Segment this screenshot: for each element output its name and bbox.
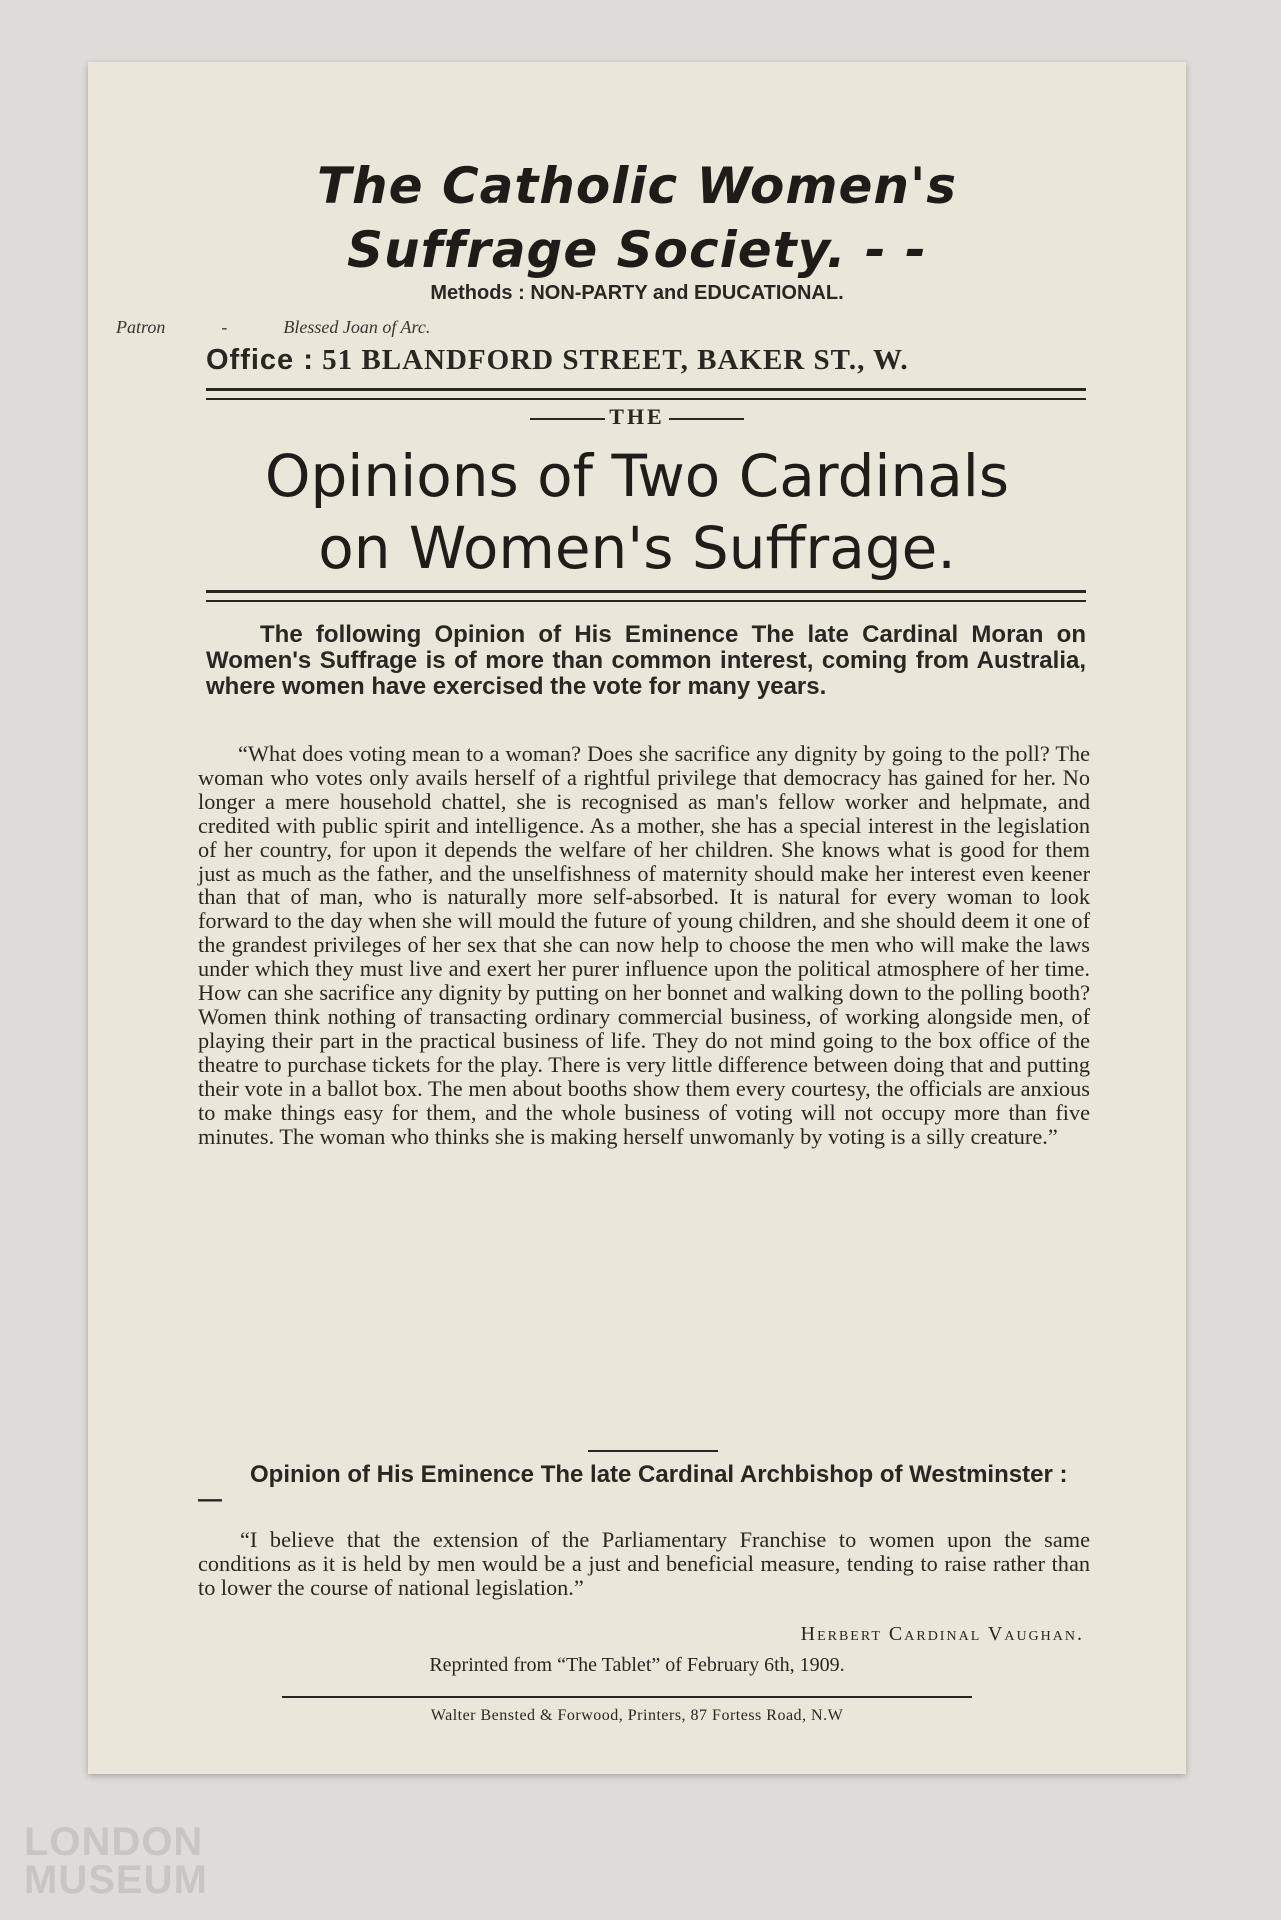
society-title-line1: The Catholic Women's [316, 157, 958, 215]
reprint-note: Reprinted from “The Tablet” of February 6th, 1909. [429, 1654, 845, 1676]
office-label: Office : [206, 344, 314, 376]
intro-paragraph: The following Opinion of His Eminence The late Cardinal Moran on Women's Suffrage is of more than common interest, coming from Australia, where women have exercised the vote for many years. [206, 621, 1086, 700]
the-label: THE [609, 404, 665, 429]
vaughan-opinion-heading: Opinion of His Eminence The late Cardinal Archbishop of Westminster :— [198, 1461, 1068, 1513]
watermark-line2: MUSEUM [24, 1858, 208, 1902]
patron-separator: - [221, 317, 228, 337]
the-label-line [88, 404, 1186, 430]
header-divider [206, 388, 1086, 400]
moran-quote: “What does voting mean to a woman? Does she sacrifice any dignity by going to the poll? The woman who votes only avails herself of a rightful privilege that democracy has gained for her. No longer a mere household chattel, she is recognised as man's fellow worker and helpmate, and credited with public spirit and intelligence. As a mother, she has a special interest in the legislation of her country, for upon it depends the welfare of her children. She knows what is good for them just as much as the father, and the unselfishness of maternity should make her interest even keener than that of man, who is naturally more self-absorbed. It is natural for every woman to look forward to the day when she will mould the future of young children, and she should deem it one of the grandest privileges of her sex that she can now help to choose the men who will make the laws under which they must live and exert her purer influence upon the political atmosphere of her time. How can she sacrifice any dignity by putting on her bonnet and walking down to the polling booth? Women think nothing of transacting ordinary commercial business, of working alongside men, of playing their part in the practical business of life. They do not mind going to the box office of the theatre to purchase tickets for the play. There is very little difference between doing that and putting their vote in a ballot box. The men about booths show them every courtesy, the officials are anxious to make things easy for them, and the whole business of voting will not occupy more than five minutes. The woman who thinks she is making herself unwomanly by voting is a silly creature.” [198, 741, 1090, 1149]
vaughan-quote: “I believe that the extension of the Parliamentary Franchise to women upon the same conditions as it is held by men would be a just and beneficial measure, tending to raise rather than to lower the course of national legislation.” [198, 1527, 1090, 1600]
vaughan-signature: Herbert Cardinal Vaughan. [800, 1623, 1084, 1645]
headline-line1: Opinions of Two Cardinals [264, 442, 1010, 510]
the-right-dash [669, 418, 744, 420]
office-address-line [206, 344, 1086, 377]
museum-watermark [24, 1820, 208, 1902]
patron-line [88, 317, 1186, 338]
main-headline [148, 440, 1126, 584]
society-title-line2: Suffrage Society. - - [347, 221, 927, 279]
patron-label: Patron [116, 317, 166, 337]
headline-divider [206, 590, 1086, 602]
methods-line: Methods : NON-PARTY and EDUCATIONAL. [430, 282, 844, 304]
leaflet-page [88, 62, 1186, 1774]
patron-name: Blessed Joan of Arc. [283, 317, 431, 337]
printer-imprint: Walter Bensted & Forwood, Printers, 87 Fortess Road, N.W [430, 1707, 844, 1724]
the-left-dash [530, 418, 605, 420]
watermark-line1: LONDON [24, 1820, 204, 1864]
section-divider [588, 1450, 718, 1452]
office-address: 51 BLANDFORD STREET, BAKER ST., W. [322, 344, 909, 376]
headline-line2: on Women's Suffrage. [318, 514, 956, 582]
society-title [88, 154, 1186, 282]
footer-divider [282, 1696, 972, 1698]
